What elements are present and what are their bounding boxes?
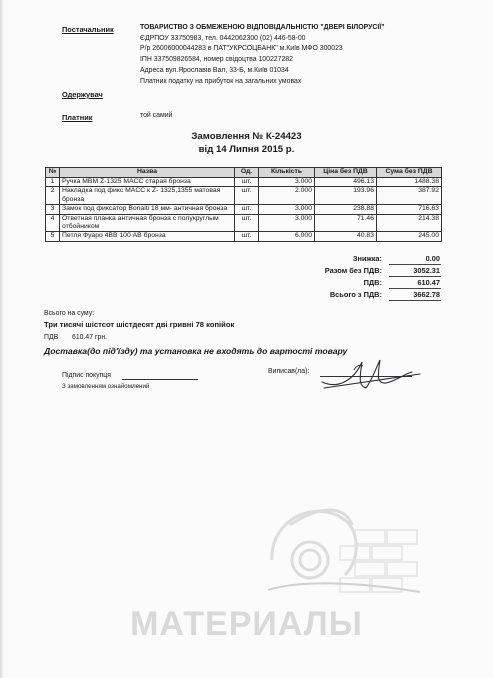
row-sum: 1488.38 [377,178,442,187]
discount-value: 0.00 [425,254,440,263]
row-price: 71.46 [315,214,377,232]
row-unit: шт. [235,205,259,214]
table-row [46,187,442,205]
row-number: 1 [46,178,60,187]
row-name: Ответная планка античная бронза с полукруглым отбойником [60,214,235,232]
recipient-label: Одержувач [62,90,103,99]
row-price: 496.13 [315,178,377,187]
table-row [46,178,442,187]
col-sum-header: Сума без ПДВ [377,168,442,178]
col-price-header: Ціна без ПДВ [315,168,377,178]
supplier-ipn: ІПН 337509826584, номер свідоцтва 100227282 [140,56,293,63]
row-quantity: 3.000 [259,214,315,232]
row-price: 193.96 [315,187,377,205]
order-date: від 14 Липня 2015 р. [198,144,295,155]
table-row [46,232,442,241]
payer-value: той самий [140,112,173,119]
items-table [45,167,442,242]
totals-divider [389,288,441,289]
total-value: 3662.78 [413,290,440,299]
handwritten-signature [300,350,430,400]
row-unit: шт. [235,187,259,205]
amount-label: Всього на суму: [44,310,95,317]
col-number-header: № [46,168,60,178]
totals-divider [389,300,441,301]
row-unit: шт. [235,232,259,241]
row-quantity: 3.000 [259,205,315,214]
table-header-row [46,168,442,178]
discount-label: Знижка: [352,254,382,263]
row-name: Петля Фуаро 4ВВ 100 АВ бронза [60,232,235,241]
total-label: Всього з ПДВ: [329,290,382,299]
payer-label: Платник [62,113,93,122]
issuer-signature-label: Виписав(ла): [268,368,310,375]
row-unit: шт. [235,214,259,232]
amount-vat-value: 610.47 грн. [72,334,108,341]
col-quantity-header: Кількість [259,168,315,178]
table-row [46,205,442,214]
supplier-address: Адреса вул.Ярославів Вал, 33-Б, м.Київ 01034 [140,67,289,74]
subtotal-label: Разом без ПДВ: [324,266,382,275]
supplier-bank: Р/р 26006000044283 в ПАТ"УКРСОЦБАНК" м.Київ МФО 300023 [140,45,343,52]
delivery-note: Доставка(до під'їзду) та установка не входять до вартості товару [44,346,348,356]
order-title: Замовлення № К-24423 [191,131,302,142]
vat-label: ПДВ: [363,278,382,287]
row-number: 5 [46,232,60,241]
row-sum: 245.00 [377,232,442,241]
row-name: Накладка под фикс MACC к Z- 1325,1355 матовая бронза [60,187,235,205]
row-name: Ручка MBM Z-1325 MACC старая бронза [60,178,235,187]
row-price: 238.88 [315,205,377,214]
row-sum: 387.92 [377,187,442,205]
col-name-header: Назва [60,168,235,178]
supplier-tax-status: Платник податку на прибуток на загальних умовах [140,78,302,85]
row-number: 3 [46,205,60,214]
row-quantity: 3.000 [259,178,315,187]
col-unit-header: Од. [235,168,259,178]
totals-divider [389,264,441,265]
subtotal-value: 3052.31 [413,266,440,275]
buyer-signature-line [122,379,198,380]
row-number: 4 [46,214,60,232]
row-number: 2 [46,187,60,205]
supplier-edrpou: ЄДРПОУ 33750983, тел. 0442062300 (02) 446-58-00 [140,35,306,42]
row-sum: 716.63 [377,205,442,214]
supplier-name: ТОВАРИСТВО З ОБМЕЖЕНОЮ ВІДПОВІДАЛЬНІСТЮ "ДВЕРІ БІЛОРУСІЇ" [140,24,385,31]
row-sum: 214.38 [377,214,442,232]
buyer-acknowledgement: З замовленням ознайомлений [62,383,150,390]
left-scan-edge [0,0,4,678]
watermark-text: МАТЕРИАЛЫ [130,605,363,643]
row-price: 40.83 [315,232,377,241]
table-row [46,214,442,232]
vat-value: 610.47 [417,278,440,287]
totals-divider [389,276,441,277]
buyer-signature-label: Підпис покупця [62,372,111,379]
supplier-label: Постачальник [62,25,114,34]
row-unit: шт. [235,178,259,187]
amount-in-words: Три тисячі шістсот шістдесят дві гривні 78 копійок [44,320,235,329]
row-quantity: 2.000 [259,187,315,205]
row-quantity: 6.000 [259,232,315,241]
row-name: Замок под фиксатор Bonaiti 18 мм- античная бронза [60,205,235,214]
amount-vat-label: ПДВ [44,334,59,341]
